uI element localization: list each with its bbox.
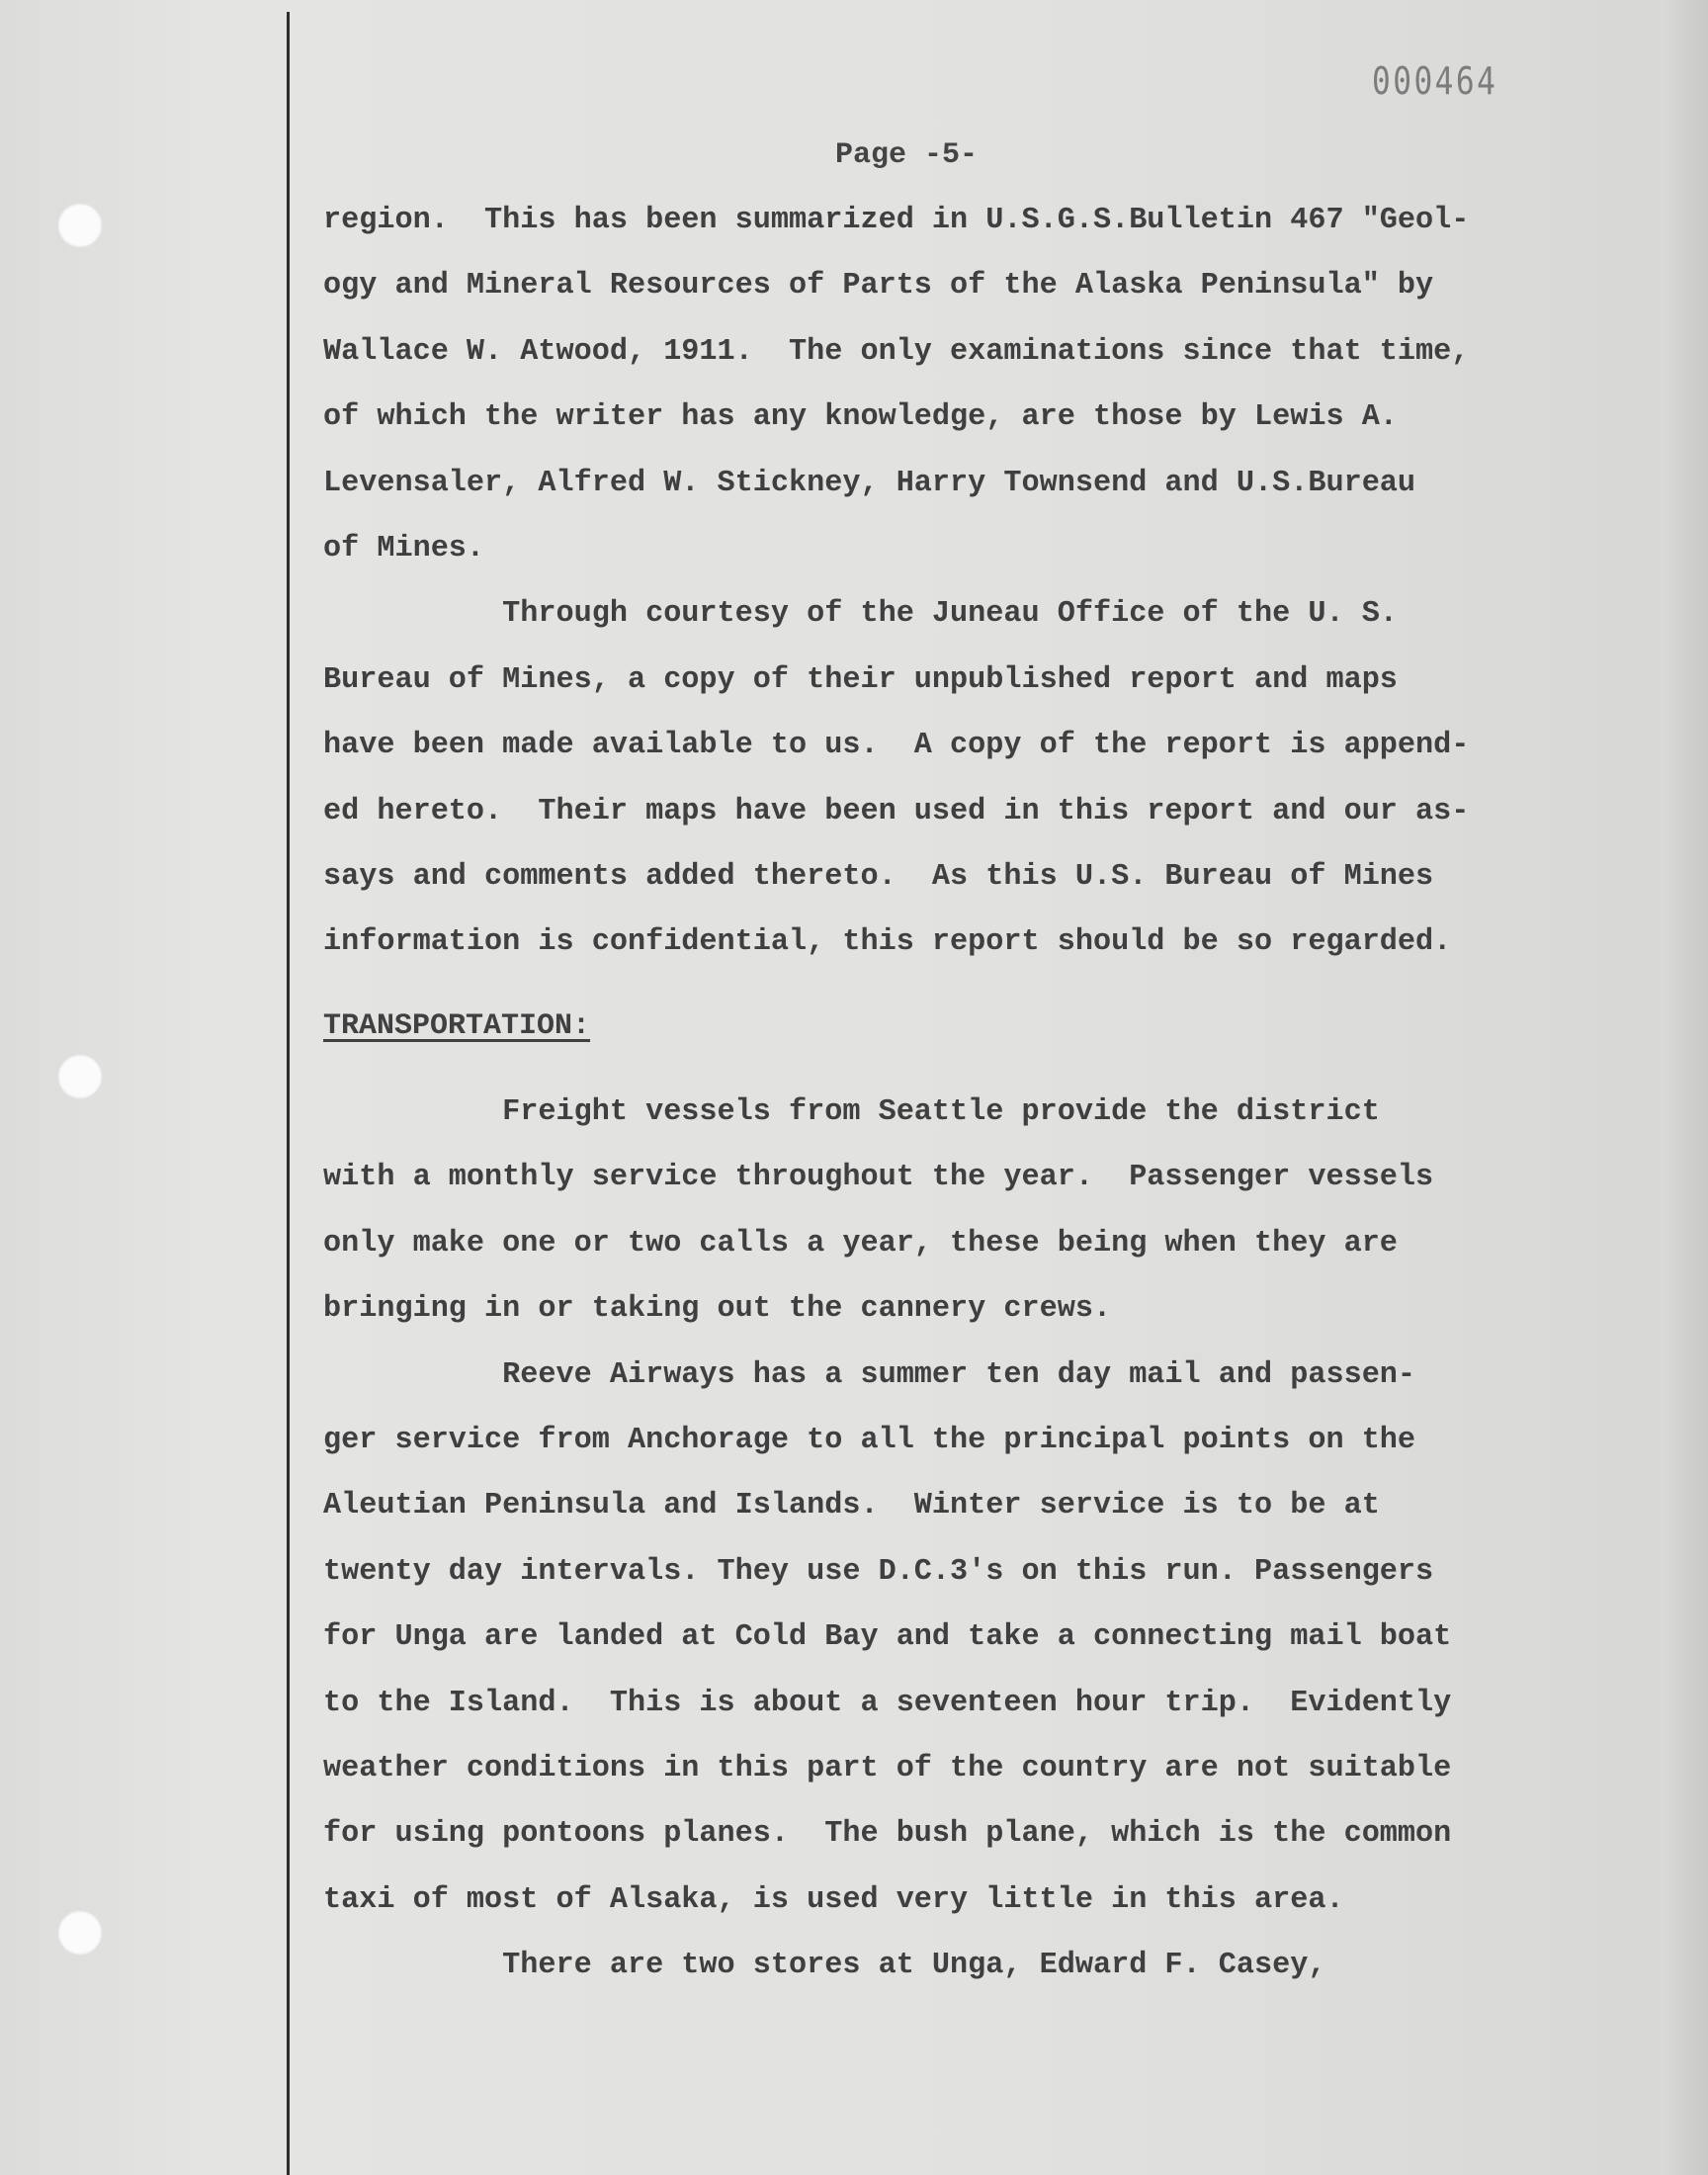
body-text-top — [323, 188, 1588, 976]
body-text-bottom — [323, 1080, 1588, 1998]
text-line: Wallace W. Atwood, 1911. The only examinations since that time, — [323, 334, 1470, 369]
text-line: There are two stores at Unga, Edward F. Casey, — [323, 1949, 1326, 1983]
text-line: Reeve Airways has a summer ten day mail and passen- — [323, 1357, 1416, 1392]
punch-hole — [57, 203, 103, 248]
text-line: bringing in or taking out the cannery crews. — [323, 1292, 1112, 1327]
text-line: ogy and Mineral Resources of Parts of the Alaska Peninsula" by — [323, 269, 1434, 304]
text-line: Through courtesy of the Juneau Office of the U. S. — [323, 597, 1398, 632]
text-line: for Unga are landed at Cold Bay and take a connecting mail boat — [323, 1620, 1452, 1655]
binder-margin-line — [287, 12, 290, 2175]
punch-hole — [57, 1910, 103, 1956]
section-heading: TRANSPORTATION: — [323, 1009, 591, 1043]
text-line: to the Island. This is about a seventeen hour trip. Evidently — [323, 1686, 1452, 1720]
text-line: have been made available to us. A copy of the report is append- — [323, 729, 1470, 763]
text-line: of Mines. — [323, 531, 485, 566]
page-edge-shadow — [1661, 0, 1708, 2175]
text-line: Aleutian Peninsula and Islands. Winter service is to be at — [323, 1489, 1380, 1523]
text-line: region. This has been summarized in U.S.G.S.Bulletin 467 "Geol- — [323, 204, 1470, 237]
text-line: Freight vessels from Seattle provide the district — [323, 1095, 1380, 1129]
text-line: Bureau of Mines, a copy of their unpublished report and maps — [323, 662, 1398, 697]
text-line: taxi of most of Alsaka, is used very little in this area. — [323, 1882, 1344, 1917]
text-line: with a monthly service throughout the year. Passenger vessels — [323, 1161, 1434, 1195]
text-line: says and comments added thereto. As this U.S. Bureau of Mines — [323, 859, 1434, 894]
text-line: for using pontoons planes. The bush plane, which is the common — [323, 1817, 1452, 1852]
text-line: information is confidential, this report should be so regarded. — [323, 925, 1452, 960]
punch-hole — [57, 1054, 103, 1099]
text-line: twenty day intervals. They use D.C.3's on this run. Passengers — [323, 1554, 1434, 1589]
text-line: only make one or two calls a year, these being when they are — [323, 1226, 1398, 1261]
text-line: ed hereto. Their maps have been used in this report and our as- — [323, 794, 1470, 828]
document-number-stamp: 000464 — [1372, 59, 1498, 103]
text-line: ger service from Anchorage to all the principal points on the — [323, 1423, 1416, 1457]
text-line: weather conditions in this part of the country are not suitable — [323, 1751, 1452, 1785]
text-line: of which the writer has any knowledge, are those by Lewis A. — [323, 400, 1398, 435]
page-number: Page -5- — [835, 138, 979, 172]
text-line: Levensaler, Alfred W. Stickney, Harry Townsend and U.S.Bureau — [323, 466, 1416, 500]
